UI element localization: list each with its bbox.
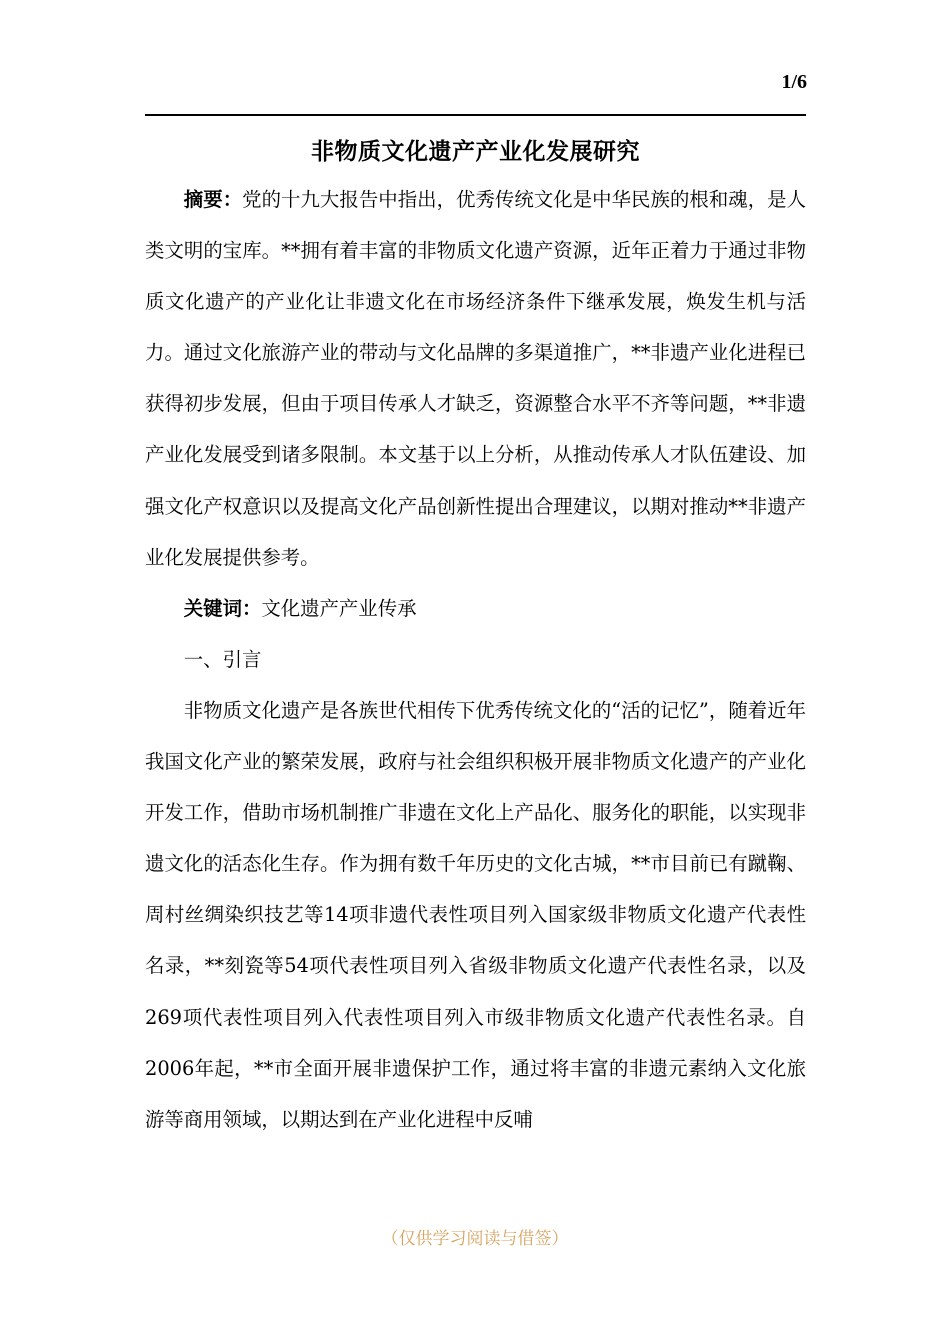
keywords-text: 文化遗产产业传承: [261, 596, 417, 620]
document-title: 非物质文化遗产产业化发展研究: [311, 138, 640, 165]
abstract-label: 摘要：: [183, 188, 243, 211]
keywords-label: 关键词：: [183, 596, 262, 620]
abstract-paragraph: [145, 174, 806, 583]
document-body: [145, 130, 806, 1145]
header-rule: [145, 114, 806, 116]
keywords-paragraph: [145, 583, 806, 634]
section-heading-introduction: 一、引言: [183, 647, 262, 671]
footer-note: （仅供学习阅读与借签）: [381, 1229, 569, 1249]
introduction-paragraph: 非物质文化遗产是各族世代相传下优秀传统文化的“活的记忆”，随着近年我国文化产业的繁荣发展，政府与社会组织积极开展非物质文化遗产的产业化开发工作，借助市场机制推广非遗在文化上产品化、服务化的职能，以实现非遗文化的活态化生存。作为拥有数千年历史的文化古城，**市目前已有蹴鞠、周村丝绸染织技艺等14项非遗代表性项目列入国家级非物质文化遗产代表性名录，**刻瓷等54项代表性项目列入省级非物质文化遗产代表性名录，以及269项代表性项目列入代表性项目列入市级非物质文化遗产代表性名录。自2006年起，**市全面开展非遗保护工作，通过将丰富的非遗元素纳入文化旅游等商用领域，以期达到在产业化进程中反哺: [145, 698, 806, 1131]
abstract-text: 党的十九大报告中指出，优秀传统文化是中华民族的根和魂，是人类文明的宝库。**拥有着丰富的非物质文化遗产资源，近年正着力于通过非物质文化遗产的产业化让非遗文化在市场经济条件下继承发展，焕发生机与活力。通过文化旅游产业的带动与文化品牌的多渠道推广，**非遗产业化进程已获得初步发展，但由于项目传承人才缺乏，资源整合水平不齐等问题，**非遗产业化发展受到诸多限制。本文基于以上分析，从推动传承人才队伍建设、加强文化产权意识以及提高文化产品创新性提出合理建议，以期对推动**非遗产业化发展提供参考。: [145, 188, 807, 569]
page-number: 1/6: [781, 71, 807, 93]
